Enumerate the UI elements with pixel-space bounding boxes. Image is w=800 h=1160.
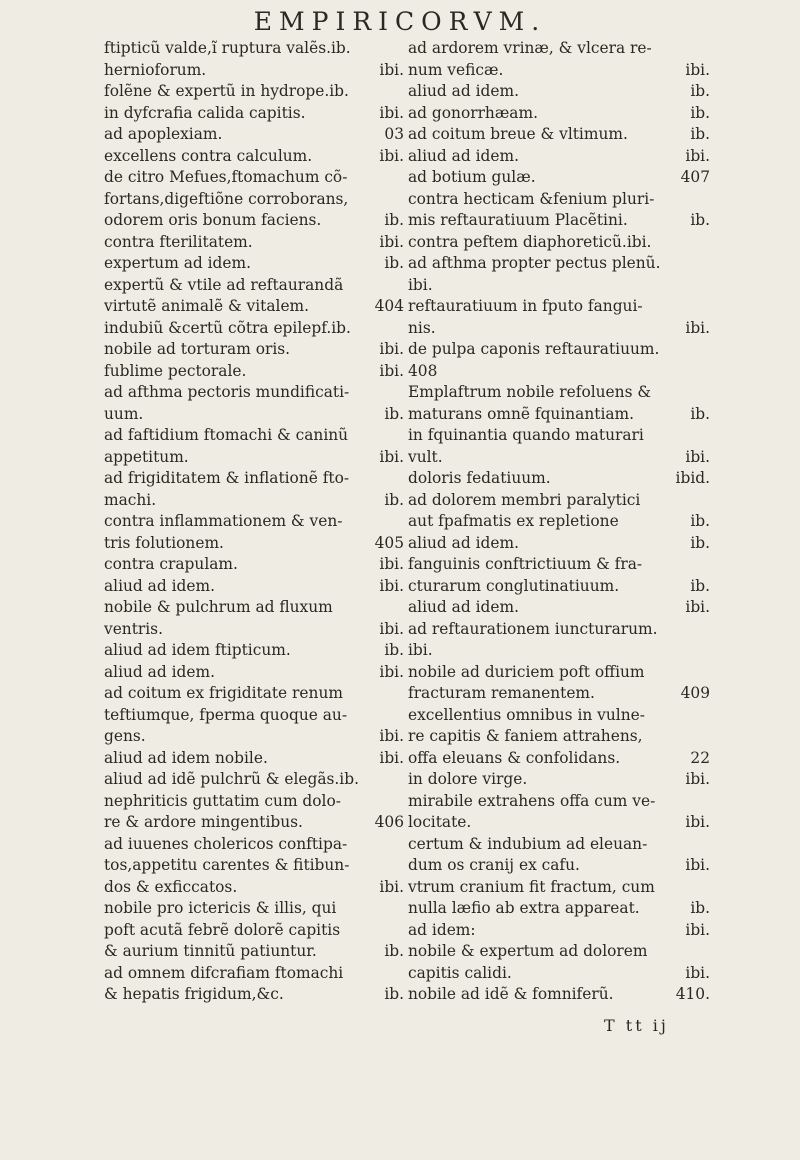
index-line — [104, 812, 404, 834]
index-entry-text: excellens contra calculum. — [104, 146, 313, 165]
index-entry-text: aut fpafmatis ex repletione — [408, 512, 619, 530]
index-line — [408, 38, 710, 60]
index-line — [408, 339, 710, 361]
index-entry-ref: ibi. — [379, 555, 404, 573]
index-entry-text: aliud ad idem. — [408, 146, 519, 165]
index-entry-text: ftipticũ valde,ĩ ruptura valẽs.ib. — [104, 39, 351, 57]
index-entry-text: ad coitum ex frigiditate renum — [104, 684, 343, 702]
index-entry-ref — [706, 253, 710, 275]
index-entry-text: & aurium tinnitũ patiuntur. — [104, 942, 317, 960]
index-entry-ref — [706, 361, 710, 383]
index-line — [104, 296, 404, 318]
index-line — [104, 275, 404, 297]
index-line — [104, 146, 404, 168]
index-entry-text: mis reftauratiuum Placẽtini. — [408, 211, 628, 229]
index-line — [104, 404, 404, 426]
index-line — [408, 769, 710, 791]
index-entry-text: contra fterilitatem. — [104, 232, 253, 251]
index-entry-ref: 407 — [680, 168, 710, 186]
index-line — [104, 705, 404, 727]
index-entry-text: expertũ & vtile ad reftaurandã — [104, 275, 344, 294]
index-entry-ref: ibi. — [379, 103, 404, 122]
index-entry-text: teftiumque, fperma quoque au- — [104, 705, 348, 724]
page-header: EMPIRICORVM. — [253, 7, 547, 36]
index-entry-ref: ib. — [384, 641, 404, 659]
index-line — [408, 318, 710, 340]
index-entry-text: reftauratiuum in fputo fangui- — [408, 297, 643, 315]
index-entry-text: expertum ad idem. — [104, 254, 251, 272]
index-entry-text: ad ardorem vrinæ, & vlcera re- — [408, 39, 652, 57]
index-line — [408, 984, 710, 1006]
index-line — [408, 554, 710, 576]
index-entry-text: contra peftem diaphoreticũ.ibi. — [408, 232, 652, 251]
index-line — [104, 490, 404, 512]
index-entry-ref — [400, 705, 404, 727]
index-entry-text: re capitis & faniem attrahens, — [408, 727, 643, 745]
index-entry-text: poft acutã febrẽ dolorẽ capitis — [104, 920, 341, 939]
index-line — [408, 167, 710, 189]
index-entry-ref — [400, 834, 404, 856]
index-entry-text: aliud ad idem. — [408, 598, 519, 616]
index-line — [104, 920, 404, 942]
index-entry-ref — [400, 920, 404, 942]
index-line — [408, 210, 710, 232]
index-line — [104, 748, 404, 770]
index-entry-text: fracturam remanentem. — [408, 684, 595, 702]
index-entry-ref: ib. — [690, 82, 710, 100]
index-line — [408, 124, 710, 146]
index-entry-ref: ibi. — [379, 361, 404, 380]
index-entry-text: num veficæ. — [408, 60, 504, 79]
index-entry-ref — [400, 791, 404, 813]
index-line — [408, 597, 710, 619]
index-line — [104, 511, 404, 533]
index-entry-ref — [706, 189, 710, 211]
index-entry-text: fortans,digeftiõne corroborans, — [104, 189, 349, 208]
index-line — [408, 253, 710, 275]
index-line — [408, 468, 710, 490]
index-line — [104, 576, 404, 598]
index-line — [104, 468, 404, 490]
index-entry-text: odorem oris bonum faciens. — [104, 211, 322, 229]
index-entry-ref — [706, 339, 710, 361]
index-entry-text: & hepatis frigidum,&c. — [104, 985, 284, 1003]
index-entry-ref: ibi. — [379, 619, 404, 638]
index-entry-ref: ibi. — [685, 598, 710, 616]
index-line — [104, 232, 404, 254]
index-entry-ref: ib. — [690, 576, 710, 595]
index-entry-text: contra crapulam. — [104, 555, 238, 573]
index-entry-text: vtrum cranium fit fractum, cum — [408, 877, 655, 896]
index-entry-ref: 406 — [374, 813, 404, 831]
index-entry-ref — [706, 662, 710, 684]
index-entry-text: aliud ad idem. — [408, 82, 519, 100]
index-entry-ref: ib. — [384, 490, 404, 509]
index-entry-ref — [706, 941, 710, 963]
index-line — [104, 683, 404, 705]
index-line — [408, 232, 710, 254]
index-entry-ref — [706, 296, 710, 318]
index-line — [408, 726, 710, 748]
index-line — [104, 984, 404, 1006]
index-line — [104, 640, 404, 662]
index-entry-ref: ibi. — [379, 662, 404, 681]
index-entry-ref: ib. — [690, 899, 710, 917]
index-line — [408, 941, 710, 963]
index-entry-text: aliud ad idem. — [104, 576, 215, 595]
index-entry-ref: ibi. — [685, 920, 710, 939]
index-line — [408, 447, 710, 469]
index-entry-ref — [706, 726, 710, 748]
index-entry-text: fanguinis conftrictiuum & fra- — [408, 555, 643, 573]
index-entry-text: maturans omnẽ fquinantiam. — [408, 404, 635, 423]
index-entry-ref — [400, 963, 404, 985]
index-entry-ref: ibi. — [379, 340, 404, 358]
index-line — [104, 361, 404, 383]
index-entry-text: ibi. — [408, 275, 433, 294]
index-entry-ref: ibi. — [379, 727, 404, 745]
index-line — [104, 124, 404, 146]
index-entry-ref — [706, 425, 710, 447]
index-entry-ref: ib. — [384, 985, 404, 1003]
index-entry-ref: ibi. — [685, 813, 710, 831]
index-entry-text: aliud ad idem ftipticum. — [104, 641, 291, 659]
index-line — [408, 963, 710, 985]
index-entry-ref — [706, 791, 710, 813]
index-entry-ref — [400, 511, 404, 533]
index-entry-text: mirabile extrahens offa cum ve- — [408, 791, 656, 810]
index-line — [408, 404, 710, 426]
index-entry-text: nobile ad idẽ & fomniferũ. — [408, 985, 614, 1003]
index-entry-ref: ibi. — [379, 447, 404, 466]
index-entry-ref: ib. — [384, 404, 404, 423]
index-line — [104, 554, 404, 576]
index-entry-ref: ib. — [690, 512, 710, 530]
index-entry-text: ad apoplexiam. — [104, 125, 223, 143]
index-entry-text: ad iuuenes cholericos conftipa- — [104, 834, 348, 853]
right-column — [408, 38, 710, 1006]
index-entry-ref — [706, 490, 710, 512]
index-line — [408, 189, 710, 211]
index-entry-text: cturarum conglutinatiuum. — [408, 576, 620, 595]
index-entry-text: indubiũ &certũ cõtra epilepf.ib. — [104, 318, 351, 337]
index-entry-text: nis. — [408, 318, 436, 337]
index-line — [408, 791, 710, 813]
index-entry-text: aliud ad idem. — [408, 533, 519, 552]
index-entry-text: ventris. — [104, 619, 163, 638]
index-entry-text: ad faftidium ftomachi & caninũ — [104, 426, 349, 444]
index-line — [408, 748, 710, 770]
index-entry-text: virtutẽ animalẽ & vitalem. — [104, 297, 310, 315]
index-entry-ref — [706, 232, 710, 254]
index-entry-text: aliud ad idem. — [104, 662, 215, 681]
index-line — [408, 382, 710, 404]
index-entry-ref — [400, 425, 404, 447]
index-line — [408, 576, 710, 598]
index-entry-text: ad reftaurationem iuncturarum. — [408, 619, 658, 638]
index-line — [104, 855, 404, 877]
index-entry-text: in dolore virge. — [408, 770, 528, 788]
index-entry-ref — [400, 769, 404, 791]
index-entry-text: de citro Mefues,ftomachum cõ- — [104, 168, 348, 186]
index-entry-text: aliud ad idem nobile. — [104, 748, 268, 767]
index-entry-text: nulla læfio ab extra appareat. — [408, 899, 640, 917]
index-line — [104, 769, 404, 791]
index-line — [408, 855, 710, 877]
index-line — [104, 318, 404, 340]
index-entry-ref: ibi. — [379, 748, 404, 767]
index-line — [408, 683, 710, 705]
index-entry-text: ad gonorrhæam. — [408, 103, 538, 122]
index-entry-ref — [400, 38, 404, 60]
index-entry-text: gens. — [104, 727, 146, 745]
index-entry-ref: ibi. — [685, 770, 710, 788]
index-entry-ref — [706, 382, 710, 404]
index-line — [104, 253, 404, 275]
index-entry-ref: ib. — [690, 533, 710, 552]
index-line — [408, 275, 710, 297]
index-entry-ref — [400, 855, 404, 877]
index-entry-ref — [706, 834, 710, 856]
index-line — [104, 447, 404, 469]
index-entry-text: nobile & pulchrum ad fluxum — [104, 598, 333, 616]
index-line — [104, 662, 404, 684]
index-entry-ref: ibi. — [685, 856, 710, 874]
index-line — [104, 81, 404, 103]
index-entry-text: machi. — [104, 490, 157, 509]
index-entry-text: capitis calidi. — [408, 963, 512, 982]
index-entry-ref: ibi. — [379, 60, 404, 79]
index-entry-text: in fquinantia quando maturari — [408, 426, 644, 444]
index-entry-ref — [706, 38, 710, 60]
index-line — [104, 533, 404, 555]
index-entry-ref: ibi. — [685, 447, 710, 466]
index-entry-text: aliud ad idẽ pulchrũ & elegãs.ib. — [104, 770, 359, 788]
index-entry-ref — [706, 640, 710, 662]
index-line — [408, 425, 710, 447]
index-entry-text: dum os cranij ex cafu. — [408, 856, 580, 874]
index-entry-text: ad omnem difcrafiam ftomachi — [104, 963, 344, 982]
index-entry-ref: ibi. — [685, 318, 710, 337]
index-entry-ref: 22 — [690, 748, 710, 767]
index-entry-text: certum & indubium ad eleuan- — [408, 834, 648, 853]
index-entry-ref: ibi. — [685, 60, 710, 79]
index-entry-text: ad idem: — [408, 920, 476, 939]
index-entry-text: ad frigiditatem & inflationẽ fto- — [104, 469, 350, 487]
index-line — [104, 941, 404, 963]
index-line — [408, 662, 710, 684]
index-entry-ref: 404 — [374, 297, 404, 315]
index-entry-ref: ibi. — [685, 146, 710, 165]
index-entry-text: nobile pro ictericis & illis, qui — [104, 899, 337, 917]
index-line — [104, 726, 404, 748]
index-line — [408, 640, 710, 662]
index-line — [104, 597, 404, 619]
index-entry-ref — [706, 619, 710, 641]
index-entry-ref: 405 — [374, 533, 404, 552]
index-entry-ref — [400, 382, 404, 404]
index-entry-text: ad botium gulæ. — [408, 168, 536, 186]
index-line — [408, 103, 710, 125]
index-entry-text: locitate. — [408, 813, 472, 831]
index-entry-ref — [400, 683, 404, 705]
index-entry-text: contra inflammationem & ven- — [104, 512, 343, 530]
index-entry-text: in dyfcrafia calida capitis. — [104, 103, 306, 122]
index-entry-text: fublime pectorale. — [104, 361, 247, 380]
index-line — [104, 103, 404, 125]
index-line — [408, 533, 710, 555]
index-entry-ref: 03 — [384, 125, 404, 143]
index-line — [104, 791, 404, 813]
index-line — [408, 898, 710, 920]
index-entry-ref: ib. — [690, 404, 710, 423]
index-entry-text: folẽne & expertũ in hydrope.ib. — [104, 82, 349, 100]
index-line — [104, 834, 404, 856]
index-entry-text: ad dolorem membri paralytici — [408, 490, 641, 509]
index-line — [408, 361, 710, 383]
index-line — [408, 511, 710, 533]
index-entry-ref: 409 — [680, 684, 710, 702]
index-entry-text: appetitum. — [104, 447, 189, 466]
index-entry-ref: ibi. — [685, 963, 710, 982]
index-entry-text: de pulpa caponis reftauratiuum. — [408, 340, 660, 358]
index-line — [408, 146, 710, 168]
index-entry-ref — [706, 554, 710, 576]
index-line — [104, 963, 404, 985]
index-line — [408, 834, 710, 856]
index-entry-text: tris folutionem. — [104, 533, 224, 552]
index-line — [104, 60, 404, 82]
index-entry-text: excellentius omnibus in vulne- — [408, 705, 645, 724]
index-entry-text: 408 — [408, 361, 438, 380]
index-entry-ref — [400, 898, 404, 920]
index-line — [408, 296, 710, 318]
index-entry-ref — [706, 877, 710, 899]
index-line — [104, 189, 404, 211]
index-line — [408, 60, 710, 82]
index-entry-ref: ib. — [690, 103, 710, 122]
index-line — [104, 898, 404, 920]
index-entry-text: tos,appetitu carentes & fitibun- — [104, 856, 350, 874]
index-entry-ref — [706, 275, 710, 297]
index-entry-text: contra hecticam &fenium pluri- — [408, 189, 655, 208]
index-line — [408, 619, 710, 641]
index-line — [104, 425, 404, 447]
index-entry-ref — [400, 81, 404, 103]
index-line — [408, 705, 710, 727]
index-entry-text: dos & exficcatos. — [104, 877, 238, 896]
index-line — [104, 167, 404, 189]
index-entry-text: Emplaftrum nobile refoluens & — [408, 383, 652, 401]
index-entry-ref: ibid. — [675, 469, 710, 487]
index-entry-ref: ib. — [384, 942, 404, 960]
index-entry-text: vult. — [408, 447, 443, 466]
index-line — [408, 920, 710, 942]
index-entry-ref — [400, 189, 404, 211]
index-entry-text: ad afthma pectoris mundificati- — [104, 383, 350, 401]
index-entry-text: ibi. — [408, 641, 433, 659]
index-entry-ref — [400, 167, 404, 189]
index-entry-text: ad coitum breue & vltimum. — [408, 125, 628, 143]
index-entry-text: ad afthma propter pectus plenũ. — [408, 254, 661, 272]
index-entry-text: re & ardore mingentibus. — [104, 813, 303, 831]
index-entry-text: nephriticis guttatim cum dolo- — [104, 791, 341, 810]
index-line — [408, 812, 710, 834]
index-entry-ref — [400, 468, 404, 490]
index-line — [104, 339, 404, 361]
index-entry-text: doloris fedatiuum. — [408, 469, 551, 487]
index-entry-ref — [400, 275, 404, 297]
index-line — [104, 877, 404, 899]
signature-mark: T tt ij — [604, 1016, 669, 1035]
index-entry-text: nobile ad torturam oris. — [104, 340, 291, 358]
index-entry-text: uum. — [104, 404, 144, 423]
index-line — [104, 38, 404, 60]
index-entry-text: nobile & expertum ad dolorem — [408, 942, 648, 960]
index-line — [104, 210, 404, 232]
index-entry-ref: ib. — [690, 125, 710, 143]
index-line — [408, 81, 710, 103]
index-entry-text: offa eleuans & confolidans. — [408, 748, 621, 767]
index-entry-ref — [400, 318, 404, 340]
index-entry-ref: ib. — [384, 211, 404, 229]
index-entry-ref: 410. — [675, 985, 710, 1003]
index-line — [408, 877, 710, 899]
index-entry-ref: ibi. — [379, 576, 404, 595]
index-entry-text: nobile ad duriciem poft offium — [408, 662, 645, 681]
index-line — [104, 619, 404, 641]
index-entry-ref: ib. — [384, 254, 404, 272]
index-entry-ref: ibi. — [379, 877, 404, 896]
index-entry-text: hernioforum. — [104, 60, 207, 79]
index-line — [408, 490, 710, 512]
index-entry-ref: ib. — [690, 211, 710, 229]
index-entry-ref: ibi. — [379, 146, 404, 165]
index-entry-ref — [400, 597, 404, 619]
left-column — [104, 38, 404, 1006]
index-entry-ref — [706, 705, 710, 727]
index-entry-ref: ibi. — [379, 232, 404, 251]
index-line — [104, 382, 404, 404]
